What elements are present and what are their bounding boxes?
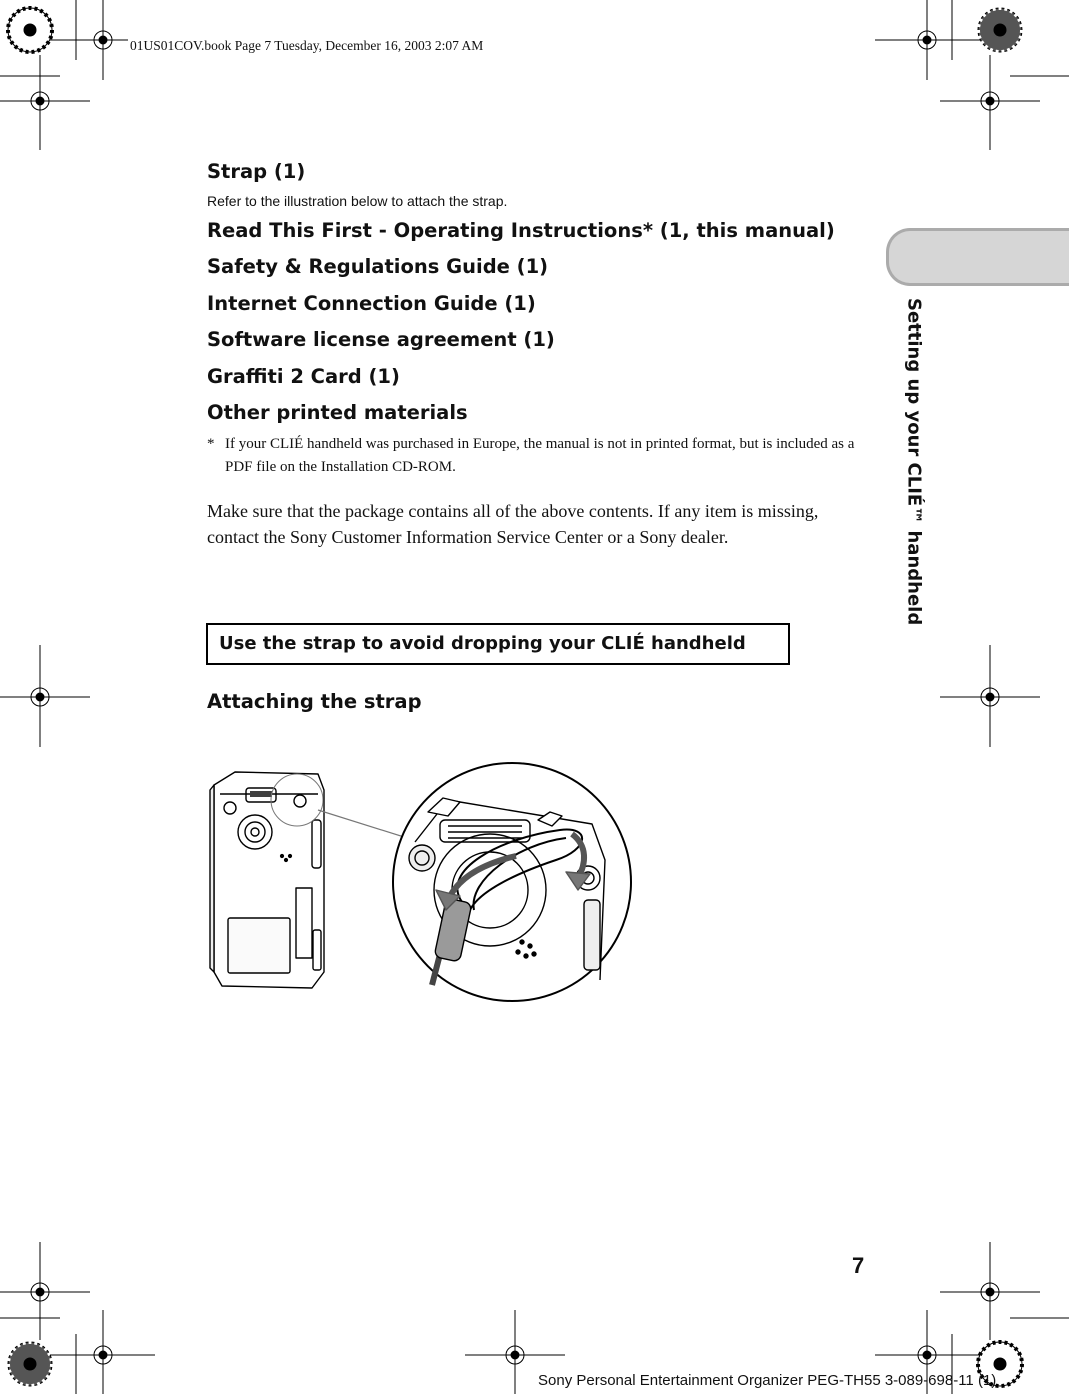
zoomed-strap-detail (393, 763, 631, 1001)
chapter-title-text: Setting up your CLIÉ™ handheld (903, 298, 925, 626)
page-number: 7 (852, 1253, 865, 1278)
section-title: Attaching the strap (207, 690, 422, 713)
item-software-license: Software license agreement (1) (207, 328, 555, 351)
item-other-materials: Other printed materials (207, 401, 468, 424)
strap-callout-box: Use the strap to avoid dropping your CLIÉ handheld (206, 623, 790, 665)
item-strap: Strap (1) (207, 160, 306, 183)
crosshair-mark-left-b (0, 1242, 90, 1340)
crosshair-mark-left-mid (0, 645, 90, 747)
crosshair-mark-right-b (940, 1242, 1040, 1340)
crosshair-mark-left-a (0, 55, 90, 150)
print-file-info: 01US01COV.book Page 7 Tuesday, December 16, 2003 2:07 AM (130, 38, 484, 53)
strap-note: Refer to the illustration below to attach the strap. (207, 193, 508, 209)
starburst-mark-bottom-left (8, 1342, 52, 1386)
device-overview-drawing (210, 772, 324, 988)
contents-check-paragraph: Make sure that the package contains all of the above contents. If any item is missing, contact the Sony Customer Information Service Center or a Sony dealer. (207, 501, 819, 547)
crosshair-mark-right-mid (940, 645, 1040, 747)
footnote-mark: * (207, 436, 215, 452)
strap-attachment-illustration (200, 760, 640, 1005)
item-read-this-first: Read This First - Operating Instructions* (1, this manual) (207, 219, 835, 242)
item-graffiti-card: Graffiti 2 Card (1) (207, 365, 400, 388)
footnote (207, 433, 857, 479)
item-internet-guide: Internet Connection Guide (1) (207, 292, 536, 315)
starburst-mark-top-right (978, 8, 1022, 52)
footnote-text: If your CLIÉ handheld was purchased in Europe, the manual is not in printed format, but is included as a PDF file on the Installation CD-ROM. (225, 436, 855, 475)
footer-product-info: Sony Personal Entertainment Organizer PEG-TH55 3-089-698-11 (1) (538, 1372, 997, 1389)
starburst-mark-top-left (8, 8, 52, 52)
crosshair-mark-bottom-a (50, 1310, 155, 1394)
crosshair-mark-top-b (875, 0, 980, 80)
chapter-title-vertical (894, 298, 934, 626)
item-safety-guide: Safety & Regulations Guide (1) (207, 255, 549, 278)
chapter-tab (886, 228, 1069, 286)
crosshair-mark-right-a (940, 55, 1040, 150)
